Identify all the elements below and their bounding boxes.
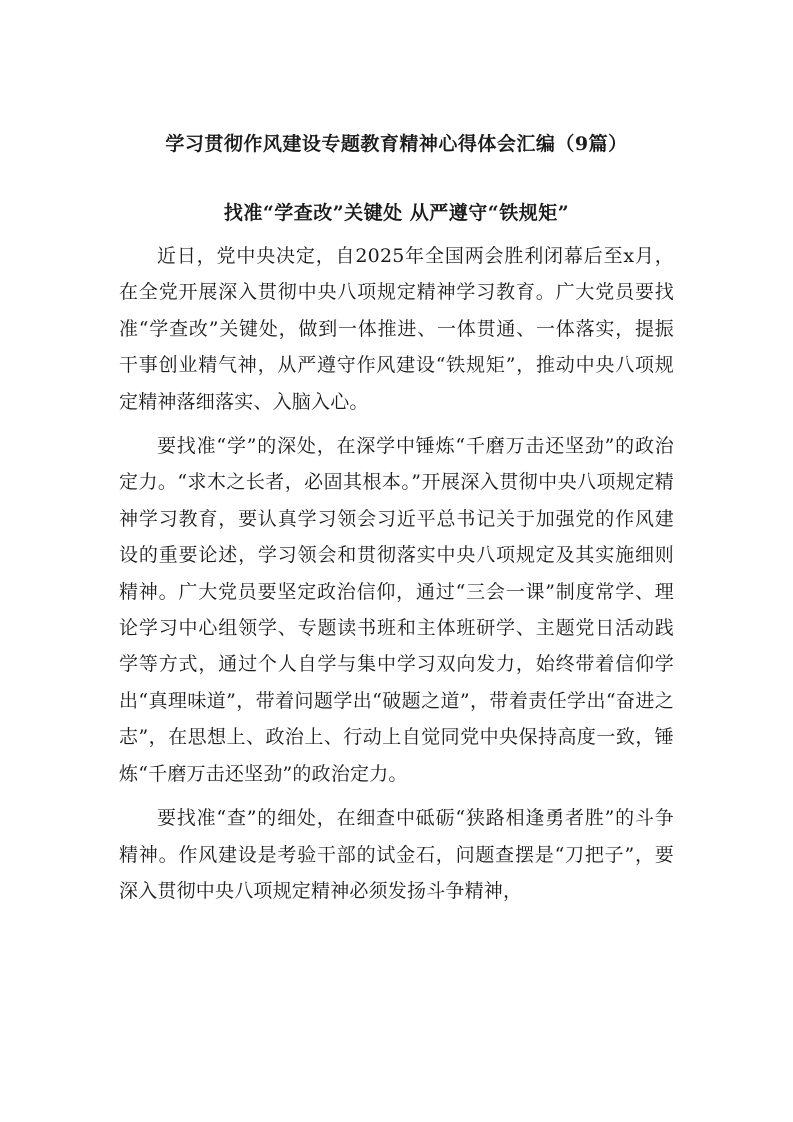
paragraph: 近日，党中央决定，自2025年全国两会胜利闭幕后至x月，在全党开展深入贯彻中央八项规定精神学习教育。广大党员要找准“学查改”关键处，做到一体推进、一体贯通、一体落实，提振干事创业精气神，从严遵守作风建设“铁规矩”，推动中央八项规定精神落细落实、入脑入心。 [119,245,674,413]
document-body [119,238,674,909]
document-title: 学习贯彻作风建设专题教育精神心得体会汇编（9篇） [165,133,628,155]
section-title: 找准“学查改”关键处 从严遵守“铁规矩” [223,202,570,224]
paragraph: 要找准“查”的细处，在细查中砥砺“狭路相逢勇者胜”的斗争精神。作风建设是考验干部的试金石，问题查摆是“刀把子”，要深入贯彻中央八项规定精神必须发扬斗争精神， [119,807,674,902]
paragraph: 要找准“学”的深处，在深学中锤炼“千磨万击还坚劲”的政治定力。“求木之长者，必固其根本。”开展深入贯彻中央八项规定精神学习教育，要认真学习领会习近平总书记关于加强党的作风建设的重要论述，学习领会和贯彻落实中央八项规定及其实施细则精神。广大党员要坚定政治信仰，通过“三会一课”制度常学、理论学习中心组领学、专题读书班和主体班研学、主题党日活动践学等方式，通过个人自学与集中学习双向发力，始终带着信仰学出“真理味道”，带着问题学出“破题之道”，带着责任学出“奋进之志”，在思想上、政治上、行动上自觉同党中央保持高度一致，锤炼“千磨万击还坚劲”的政治定力。 [119,435,674,785]
